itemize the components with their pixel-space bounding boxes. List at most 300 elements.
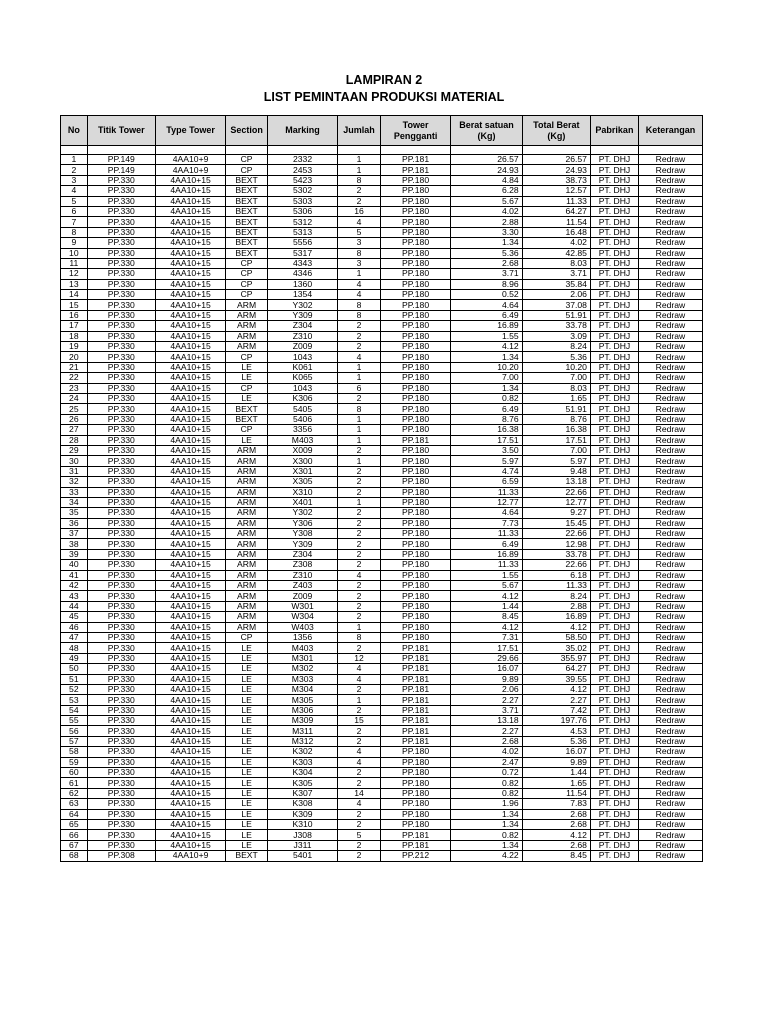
cell-tower-pengganti: PP.180 <box>380 414 450 424</box>
table-row <box>61 373 703 383</box>
cell-pabrikan: PT. DHJ <box>590 570 638 580</box>
cell-marking: K309 <box>267 809 337 819</box>
cell-titik-tower: PP.330 <box>87 716 155 726</box>
material-table <box>60 115 703 862</box>
cell-jumlah: 2 <box>338 705 381 715</box>
cell-total-berat: 5.97 <box>522 456 590 466</box>
cell-no: 23 <box>61 383 88 393</box>
cell-section: LE <box>226 362 268 372</box>
cell-pabrikan: PT. DHJ <box>590 217 638 227</box>
cell-section: ARM <box>226 477 268 487</box>
cell-type-tower: 4AA10+15 <box>155 393 225 403</box>
cell-marking: Z310 <box>267 570 337 580</box>
cell-total-berat: 58.50 <box>522 632 590 642</box>
cell-type-tower: 4AA10+15 <box>155 362 225 372</box>
cell-total-berat: 8.45 <box>522 851 590 861</box>
cell-titik-tower: PP.330 <box>87 508 155 518</box>
cell-jumlah: 2 <box>338 477 381 487</box>
cell-titik-tower: PP.330 <box>87 310 155 320</box>
cell-keterangan: Redraw <box>638 342 702 352</box>
cell-no: 61 <box>61 778 88 788</box>
cell-marking: J311 <box>267 840 337 850</box>
cell-section: BEXT <box>226 851 268 861</box>
cell-pabrikan: PT. DHJ <box>590 445 638 455</box>
cell-tower-pengganti: PP.180 <box>380 362 450 372</box>
cell-pabrikan: PT. DHJ <box>590 684 638 694</box>
cell-pabrikan: PT. DHJ <box>590 695 638 705</box>
cell-berat-satuan: 7.31 <box>451 632 522 642</box>
cell-jumlah: 2 <box>338 539 381 549</box>
cell-tower-pengganti: PP.180 <box>380 518 450 528</box>
cell-marking: 5312 <box>267 217 337 227</box>
cell-keterangan: Redraw <box>638 217 702 227</box>
cell-pabrikan: PT. DHJ <box>590 768 638 778</box>
cell-keterangan: Redraw <box>638 643 702 653</box>
cell-tower-pengganti: PP.181 <box>380 653 450 663</box>
table-row <box>61 300 703 310</box>
cell-no: 32 <box>61 477 88 487</box>
cell-marking: M403 <box>267 435 337 445</box>
cell-no: 20 <box>61 352 88 362</box>
cell-jumlah: 2 <box>338 321 381 331</box>
cell-pabrikan: PT. DHJ <box>590 155 638 165</box>
cell-no: 60 <box>61 768 88 778</box>
cell-section: LE <box>226 664 268 674</box>
cell-keterangan: Redraw <box>638 290 702 300</box>
cell-titik-tower: PP.330 <box>87 279 155 289</box>
cell-jumlah: 4 <box>338 674 381 684</box>
cell-marking: X301 <box>267 466 337 476</box>
cell-berat-satuan: 5.36 <box>451 248 522 258</box>
cell-jumlah: 2 <box>338 809 381 819</box>
cell-marking: 4343 <box>267 258 337 268</box>
cell-berat-satuan: 29.66 <box>451 653 522 663</box>
cell-type-tower: 4AA10+15 <box>155 217 225 227</box>
cell-jumlah: 2 <box>338 820 381 830</box>
cell-tower-pengganti: PP.180 <box>380 352 450 362</box>
cell-total-berat: 16.89 <box>522 612 590 622</box>
cell-tower-pengganti: PP.180 <box>380 227 450 237</box>
cell-section: ARM <box>226 508 268 518</box>
cell-keterangan: Redraw <box>638 705 702 715</box>
cell-tower-pengganti: PP.180 <box>380 487 450 497</box>
cell-tower-pengganti: PP.181 <box>380 726 450 736</box>
cell-jumlah: 3 <box>338 258 381 268</box>
cell-total-berat: 4.12 <box>522 684 590 694</box>
header-titik-tower: Titik Tower <box>87 116 155 146</box>
cell-pabrikan: PT. DHJ <box>590 258 638 268</box>
cell-marking: M301 <box>267 653 337 663</box>
table-row <box>61 684 703 694</box>
cell-no: 40 <box>61 560 88 570</box>
cell-jumlah: 8 <box>338 404 381 414</box>
cell-marking: 1354 <box>267 290 337 300</box>
cell-keterangan: Redraw <box>638 186 702 196</box>
cell-no: 68 <box>61 851 88 861</box>
cell-keterangan: Redraw <box>638 830 702 840</box>
cell-type-tower: 4AA10+9 <box>155 851 225 861</box>
cell-marking: 3356 <box>267 425 337 435</box>
cell-keterangan: Redraw <box>638 321 702 331</box>
table-row <box>61 362 703 372</box>
cell-section: ARM <box>226 591 268 601</box>
cell-section: LE <box>226 716 268 726</box>
cell-tower-pengganti: PP.180 <box>380 321 450 331</box>
cell-pabrikan: PT. DHJ <box>590 518 638 528</box>
cell-type-tower: 4AA10+15 <box>155 331 225 341</box>
cell-total-berat: 51.91 <box>522 310 590 320</box>
cell-section: LE <box>226 809 268 819</box>
cell-type-tower: 4AA10+15 <box>155 591 225 601</box>
cell-berat-satuan: 26.57 <box>451 155 522 165</box>
cell-berat-satuan: 1.55 <box>451 331 522 341</box>
table-row <box>61 591 703 601</box>
cell-total-berat: 7.83 <box>522 799 590 809</box>
cell-jumlah: 2 <box>338 445 381 455</box>
cell-no: 26 <box>61 414 88 424</box>
cell-berat-satuan: 17.51 <box>451 435 522 445</box>
cell-section: ARM <box>226 300 268 310</box>
table-row <box>61 622 703 632</box>
cell-type-tower: 4AA10+15 <box>155 622 225 632</box>
cell-no: 53 <box>61 695 88 705</box>
table-body <box>61 146 703 862</box>
cell-marking: Y309 <box>267 539 337 549</box>
cell-no: 19 <box>61 342 88 352</box>
cell-section: ARM <box>226 331 268 341</box>
cell-type-tower: 4AA10+15 <box>155 581 225 591</box>
cell-section: LE <box>226 830 268 840</box>
cell-marking: X305 <box>267 477 337 487</box>
cell-titik-tower: PP.330 <box>87 300 155 310</box>
cell-tower-pengganti: PP.181 <box>380 435 450 445</box>
cell-total-berat: 12.77 <box>522 497 590 507</box>
cell-jumlah: 1 <box>338 456 381 466</box>
cell-section: ARM <box>226 612 268 622</box>
cell-no: 45 <box>61 612 88 622</box>
cell-berat-satuan: 5.97 <box>451 456 522 466</box>
cell-keterangan: Redraw <box>638 518 702 528</box>
cell-titik-tower: PP.330 <box>87 352 155 362</box>
cell-berat-satuan: 2.88 <box>451 217 522 227</box>
cell-marking: 1360 <box>267 279 337 289</box>
cell-keterangan: Redraw <box>638 653 702 663</box>
cell-total-berat: 12.57 <box>522 186 590 196</box>
cell-titik-tower: PP.330 <box>87 643 155 653</box>
cell-berat-satuan: 2.27 <box>451 726 522 736</box>
cell-titik-tower: PP.330 <box>87 539 155 549</box>
cell-titik-tower: PP.330 <box>87 487 155 497</box>
cell-section: CP <box>226 269 268 279</box>
cell-tower-pengganti: PP.180 <box>380 768 450 778</box>
cell-keterangan: Redraw <box>638 165 702 175</box>
cell-total-berat: 22.66 <box>522 529 590 539</box>
cell-pabrikan: PT. DHJ <box>590 581 638 591</box>
cell-keterangan: Redraw <box>638 591 702 601</box>
cell-no: 11 <box>61 258 88 268</box>
cell-berat-satuan: 4.84 <box>451 175 522 185</box>
cell-tower-pengganti: PP.180 <box>380 601 450 611</box>
cell-type-tower: 4AA10+15 <box>155 466 225 476</box>
cell-marking: 5401 <box>267 851 337 861</box>
cell-titik-tower: PP.330 <box>87 622 155 632</box>
cell-titik-tower: PP.330 <box>87 321 155 331</box>
cell-total-berat: 4.53 <box>522 726 590 736</box>
cell-total-berat: 9.48 <box>522 466 590 476</box>
cell-section: ARM <box>226 487 268 497</box>
header-type-tower: Type Tower <box>155 116 225 146</box>
cell-total-berat: 2.88 <box>522 601 590 611</box>
cell-no: 34 <box>61 497 88 507</box>
cell-section: ARM <box>226 342 268 352</box>
cell-no: 42 <box>61 581 88 591</box>
header-jumlah: Jumlah <box>338 116 381 146</box>
cell-titik-tower: PP.330 <box>87 497 155 507</box>
cell-titik-tower: PP.330 <box>87 217 155 227</box>
cell-section: LE <box>226 840 268 850</box>
cell-titik-tower: PP.330 <box>87 466 155 476</box>
cell-type-tower: 4AA10+15 <box>155 726 225 736</box>
cell-marking: 1043 <box>267 352 337 362</box>
cell-berat-satuan: 1.34 <box>451 238 522 248</box>
cell-tower-pengganti: PP.180 <box>380 466 450 476</box>
cell-type-tower: 4AA10+9 <box>155 165 225 175</box>
cell-type-tower: 4AA10+15 <box>155 799 225 809</box>
cell-berat-satuan: 2.47 <box>451 757 522 767</box>
cell-keterangan: Redraw <box>638 425 702 435</box>
cell-type-tower: 4AA10+15 <box>155 705 225 715</box>
cell-section: ARM <box>226 549 268 559</box>
cell-no: 7 <box>61 217 88 227</box>
cell-tower-pengganti: PP.180 <box>380 196 450 206</box>
cell-titik-tower: PP.330 <box>87 549 155 559</box>
cell-total-berat: 8.03 <box>522 383 590 393</box>
cell-berat-satuan: 8.96 <box>451 279 522 289</box>
cell-pabrikan: PT. DHJ <box>590 321 638 331</box>
cell-no: 8 <box>61 227 88 237</box>
cell-keterangan: Redraw <box>638 840 702 850</box>
cell-section: CP <box>226 258 268 268</box>
cell-no: 38 <box>61 539 88 549</box>
cell-marking: 5406 <box>267 414 337 424</box>
cell-pabrikan: PT. DHJ <box>590 466 638 476</box>
cell-no: 29 <box>61 445 88 455</box>
cell-total-berat: 4.02 <box>522 238 590 248</box>
cell-jumlah: 8 <box>338 310 381 320</box>
cell-berat-satuan: 3.71 <box>451 269 522 279</box>
cell-pabrikan: PT. DHJ <box>590 591 638 601</box>
cell-section: ARM <box>226 310 268 320</box>
cell-berat-satuan: 1.34 <box>451 352 522 362</box>
cell-tower-pengganti: PP.181 <box>380 684 450 694</box>
cell-keterangan: Redraw <box>638 155 702 165</box>
cell-berat-satuan: 1.44 <box>451 601 522 611</box>
cell-type-tower: 4AA10+15 <box>155 560 225 570</box>
cell-keterangan: Redraw <box>638 508 702 518</box>
cell-total-berat: 35.02 <box>522 643 590 653</box>
cell-titik-tower: PP.330 <box>87 601 155 611</box>
cell-type-tower: 4AA10+15 <box>155 840 225 850</box>
cell-section: ARM <box>226 560 268 570</box>
table-row <box>61 549 703 559</box>
cell-section: CP <box>226 632 268 642</box>
cell-total-berat: 2.06 <box>522 290 590 300</box>
cell-type-tower: 4AA10+15 <box>155 684 225 694</box>
cell-total-berat: 4.12 <box>522 622 590 632</box>
cell-titik-tower: PP.330 <box>87 674 155 684</box>
cell-berat-satuan: 1.55 <box>451 570 522 580</box>
cell-tower-pengganti: PP.180 <box>380 820 450 830</box>
cell-tower-pengganti: PP.181 <box>380 840 450 850</box>
cell-pabrikan: PT. DHJ <box>590 788 638 798</box>
cell-no: 18 <box>61 331 88 341</box>
cell-no: 47 <box>61 632 88 642</box>
cell-tower-pengganti: PP.180 <box>380 581 450 591</box>
cell-section: BEXT <box>226 217 268 227</box>
cell-titik-tower: PP.330 <box>87 425 155 435</box>
cell-keterangan: Redraw <box>638 300 702 310</box>
cell-keterangan: Redraw <box>638 383 702 393</box>
cell-type-tower: 4AA10+15 <box>155 290 225 300</box>
cell-berat-satuan: 11.33 <box>451 560 522 570</box>
cell-section: LE <box>226 435 268 445</box>
cell-total-berat: 24.93 <box>522 165 590 175</box>
cell-berat-satuan: 1.34 <box>451 383 522 393</box>
cell-berat-satuan: 4.12 <box>451 591 522 601</box>
cell-pabrikan: PT. DHJ <box>590 290 638 300</box>
cell-tower-pengganti: PP.180 <box>380 612 450 622</box>
cell-jumlah: 2 <box>338 684 381 694</box>
cell-keterangan: Redraw <box>638 487 702 497</box>
cell-no: 5 <box>61 196 88 206</box>
cell-jumlah: 16 <box>338 206 381 216</box>
table-row <box>61 435 703 445</box>
cell-section: LE <box>226 757 268 767</box>
cell-total-berat: 42.85 <box>522 248 590 258</box>
cell-section: BEXT <box>226 196 268 206</box>
header-no: No <box>61 116 88 146</box>
cell-titik-tower: PP.330 <box>87 560 155 570</box>
table-row <box>61 539 703 549</box>
table-row <box>61 425 703 435</box>
cell-type-tower: 4AA10+15 <box>155 352 225 362</box>
cell-jumlah: 2 <box>338 331 381 341</box>
table-row <box>61 279 703 289</box>
cell-type-tower: 4AA10+15 <box>155 778 225 788</box>
cell-marking: X401 <box>267 497 337 507</box>
cell-type-tower: 4AA10+15 <box>155 196 225 206</box>
cell-type-tower: 4AA10+15 <box>155 425 225 435</box>
cell-berat-satuan: 16.89 <box>451 549 522 559</box>
cell-no: 36 <box>61 518 88 528</box>
cell-type-tower: 4AA10+15 <box>155 186 225 196</box>
cell-marking: Z308 <box>267 560 337 570</box>
table-row <box>61 664 703 674</box>
cell-pabrikan: PT. DHJ <box>590 653 638 663</box>
cell-berat-satuan: 4.22 <box>451 851 522 861</box>
table-row <box>61 736 703 746</box>
cell-keterangan: Redraw <box>638 674 702 684</box>
cell-keterangan: Redraw <box>638 799 702 809</box>
cell-berat-satuan: 17.51 <box>451 643 522 653</box>
cell-pabrikan: PT. DHJ <box>590 612 638 622</box>
cell-jumlah: 2 <box>338 612 381 622</box>
cell-titik-tower: PP.330 <box>87 799 155 809</box>
cell-no: 57 <box>61 736 88 746</box>
cell-total-berat: 38.73 <box>522 175 590 185</box>
cell-type-tower: 4AA10+15 <box>155 487 225 497</box>
cell-titik-tower: PP.330 <box>87 477 155 487</box>
cell-no: 43 <box>61 591 88 601</box>
cell-titik-tower: PP.330 <box>87 591 155 601</box>
cell-titik-tower: PP.330 <box>87 840 155 850</box>
cell-pabrikan: PT. DHJ <box>590 342 638 352</box>
cell-pabrikan: PT. DHJ <box>590 778 638 788</box>
cell-keterangan: Redraw <box>638 497 702 507</box>
cell-marking: Z310 <box>267 331 337 341</box>
cell-jumlah: 8 <box>338 248 381 258</box>
table-row <box>61 601 703 611</box>
cell-section: ARM <box>226 466 268 476</box>
table-row <box>61 529 703 539</box>
cell-tower-pengganti: PP.181 <box>380 664 450 674</box>
cell-pabrikan: PT. DHJ <box>590 851 638 861</box>
cell-total-berat: 13.18 <box>522 477 590 487</box>
cell-pabrikan: PT. DHJ <box>590 539 638 549</box>
table-row <box>61 155 703 165</box>
cell-marking: M311 <box>267 726 337 736</box>
cell-titik-tower: PP.330 <box>87 186 155 196</box>
cell-tower-pengganti: PP.180 <box>380 632 450 642</box>
cell-type-tower: 4AA10+15 <box>155 383 225 393</box>
cell-jumlah: 1 <box>338 373 381 383</box>
cell-berat-satuan: 10.20 <box>451 362 522 372</box>
cell-pabrikan: PT. DHJ <box>590 726 638 736</box>
document-subtitle: LIST PEMINTAAN PRODUKSI MATERIAL <box>263 90 505 104</box>
cell-berat-satuan: 0.82 <box>451 830 522 840</box>
cell-jumlah: 1 <box>338 362 381 372</box>
cell-jumlah: 4 <box>338 747 381 757</box>
cell-no: 55 <box>61 716 88 726</box>
cell-section: LE <box>226 393 268 403</box>
cell-titik-tower: PP.330 <box>87 435 155 445</box>
table-row <box>61 206 703 216</box>
cell-section: CP <box>226 155 268 165</box>
cell-titik-tower: PP.330 <box>87 445 155 455</box>
cell-section: LE <box>226 726 268 736</box>
table-row <box>61 258 703 268</box>
cell-no: 49 <box>61 653 88 663</box>
cell-no: 58 <box>61 747 88 757</box>
cell-pabrikan: PT. DHJ <box>590 830 638 840</box>
cell-titik-tower: PP.330 <box>87 456 155 466</box>
cell-tower-pengganti: PP.180 <box>380 238 450 248</box>
cell-berat-satuan: 6.59 <box>451 477 522 487</box>
cell-marking: X300 <box>267 456 337 466</box>
cell-tower-pengganti: PP.180 <box>380 477 450 487</box>
cell-marking: M304 <box>267 684 337 694</box>
cell-no: 64 <box>61 809 88 819</box>
cell-no: 33 <box>61 487 88 497</box>
cell-jumlah: 1 <box>338 165 381 175</box>
cell-no: 21 <box>61 362 88 372</box>
cell-jumlah: 2 <box>338 726 381 736</box>
cell-section: LE <box>226 799 268 809</box>
table-row <box>61 809 703 819</box>
cell-tower-pengganti: PP.180 <box>380 622 450 632</box>
cell-marking: Z009 <box>267 342 337 352</box>
cell-berat-satuan: 13.18 <box>451 716 522 726</box>
